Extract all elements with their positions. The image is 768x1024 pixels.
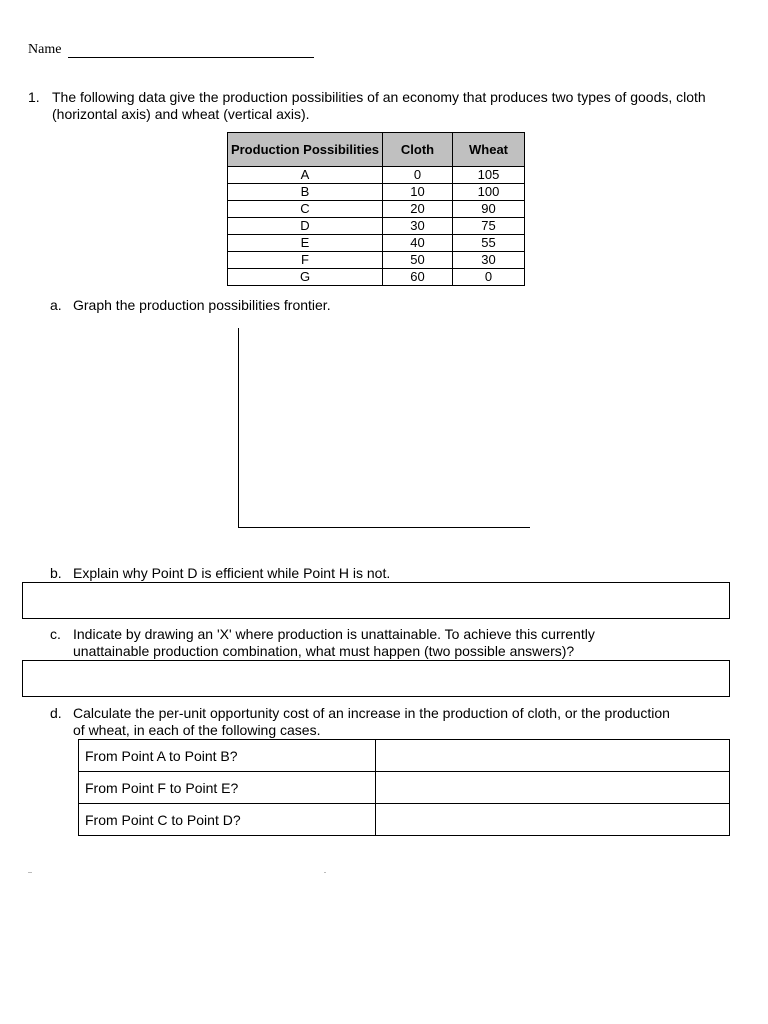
cloth-value: 40	[383, 235, 453, 252]
header-production-possibilities: Production Possibilities	[228, 133, 383, 167]
cloth-value: 60	[383, 269, 453, 286]
table-row	[228, 167, 525, 184]
stray-mark	[324, 872, 326, 873]
case-label: From Point F to Point E?	[79, 772, 376, 804]
table-row	[228, 184, 525, 201]
table-header-row	[228, 133, 525, 167]
part-a-letter: a.	[50, 297, 62, 313]
cloth-value: 30	[383, 218, 453, 235]
part-d-letter: d.	[50, 705, 62, 721]
wheat-value: 75	[453, 218, 525, 235]
case-label: From Point C to Point D?	[79, 804, 376, 836]
part-b-letter: b.	[50, 565, 62, 581]
name-label: Name	[28, 42, 62, 57]
case-answer-cell[interactable]	[376, 804, 730, 836]
table-row	[228, 235, 525, 252]
opportunity-cost-table	[78, 739, 730, 836]
header-cloth: Cloth	[383, 133, 453, 167]
part-d-text: Calculate the per-unit opportunity cost of an increase in the production of cloth, or the production of wheat, in each of the following cases.	[73, 705, 670, 738]
table-row	[79, 772, 730, 804]
point-label: A	[228, 167, 383, 184]
header-wheat: Wheat	[453, 133, 525, 167]
cloth-value: 20	[383, 201, 453, 218]
question-number: 1.	[28, 89, 40, 105]
part-c-answer-box[interactable]	[22, 660, 730, 697]
table-row	[228, 252, 525, 269]
table-row	[228, 201, 525, 218]
part-a-text: Graph the production possibilities frontier.	[73, 297, 331, 313]
cloth-value: 50	[383, 252, 453, 269]
point-label: B	[228, 184, 383, 201]
point-label: C	[228, 201, 383, 218]
table-row	[79, 804, 730, 836]
table-row	[228, 269, 525, 286]
point-label: E	[228, 235, 383, 252]
point-label: G	[228, 269, 383, 286]
part-b-answer-box[interactable]	[22, 582, 730, 619]
question-text: The following data give the production possibilities of an economy that produces two types of goods, cloth (horizontal axis) and wheat (vertical axis).	[52, 89, 706, 122]
wheat-value: 55	[453, 235, 525, 252]
table-row	[79, 740, 730, 772]
wheat-value: 30	[453, 252, 525, 269]
production-possibilities-table	[227, 132, 525, 286]
case-answer-cell[interactable]	[376, 772, 730, 804]
wheat-value: 100	[453, 184, 525, 201]
case-answer-cell[interactable]	[376, 740, 730, 772]
part-c-letter: c.	[50, 626, 61, 642]
part-b-text: Explain why Point D is efficient while Point H is not.	[73, 565, 391, 581]
stray-mark	[28, 872, 32, 873]
name-field-line[interactable]	[68, 57, 314, 58]
graph-vertical-axis	[238, 328, 239, 528]
part-c-text: Indicate by drawing an 'X' where production is unattainable. To achieve this currently unattainable production combination, what must happen (two possible answers)?	[73, 626, 595, 659]
wheat-value: 0	[453, 269, 525, 286]
graph-horizontal-axis	[238, 527, 530, 528]
wheat-value: 90	[453, 201, 525, 218]
point-label: D	[228, 218, 383, 235]
point-label: F	[228, 252, 383, 269]
cloth-value: 0	[383, 167, 453, 184]
cloth-value: 10	[383, 184, 453, 201]
wheat-value: 105	[453, 167, 525, 184]
table-row	[228, 218, 525, 235]
case-label: From Point A to Point B?	[79, 740, 376, 772]
